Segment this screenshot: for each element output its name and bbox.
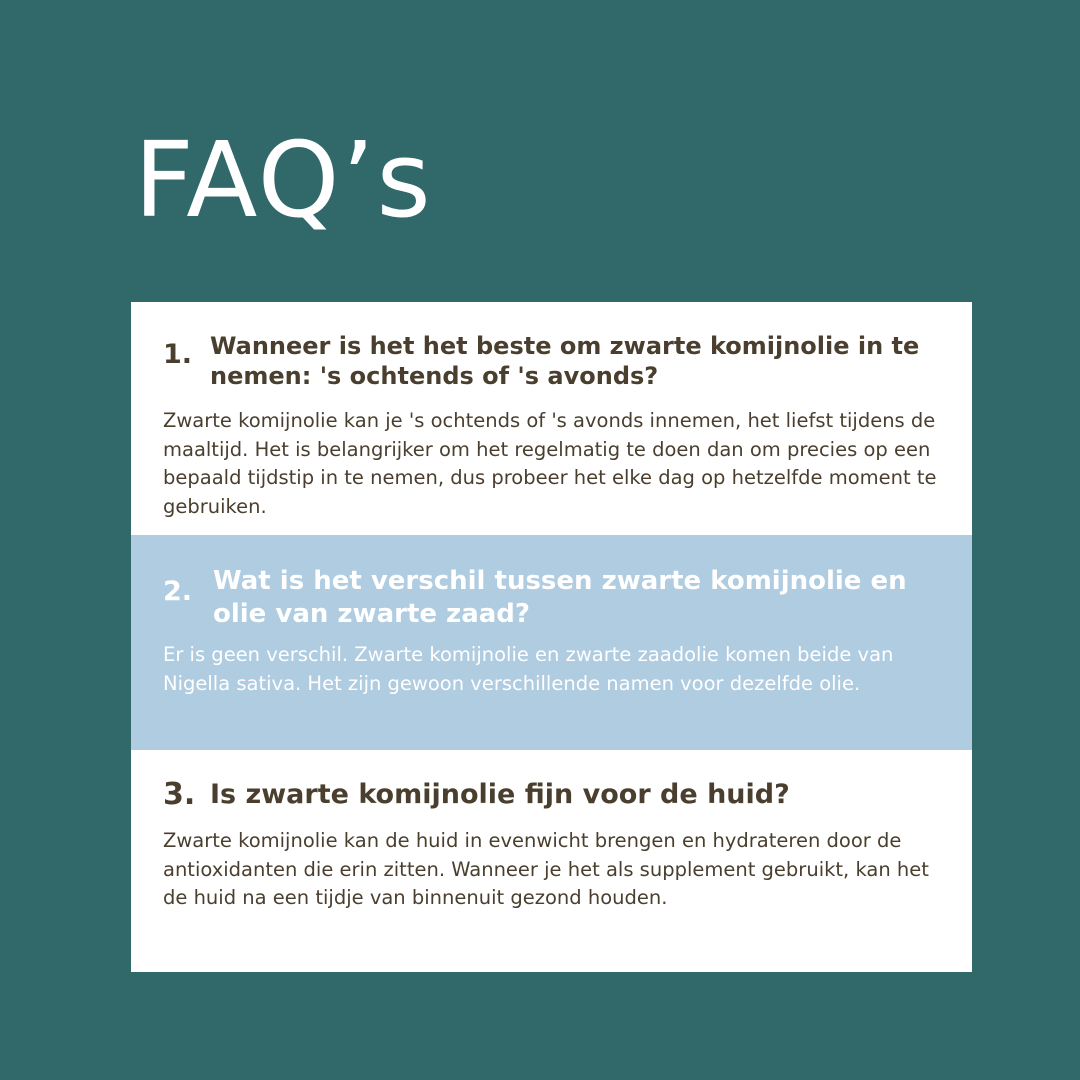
faq-question: Wanneer is het het beste om zwarte komijnolie in te nemen: 's ochtends of 's avonds?: [210, 332, 920, 390]
faq-number: 2.: [163, 576, 193, 607]
page-title: FAQ’s: [134, 119, 433, 241]
faq-answer: Er is geen verschil. Zwarte komijnolie en zwarte zaadolie komen beide van Nigella sativa. Het zijn gewoon verschillende namen voor dezelfde olie.: [163, 643, 894, 695]
faq-card: [131, 302, 972, 972]
faq-answer: Zwarte komijnolie kan de huid in evenwicht brengen en hydrateren door de antioxidanten die erin zitten. Wanneer je het als supplement gebruikt, kan het de huid na een tijdje van binnenuit gezond houden.: [163, 829, 929, 909]
faq-number: 3.: [163, 777, 196, 812]
faq-item-2: [131, 535, 972, 750]
faq-answer: Zwarte komijnolie kan je 's ochtends of 's avonds innemen, het liefst tijdens de maaltijd. Het is belangrijker om het regelmatig te doen dan om precies op een bepaald tijdstip in te nemen, dus probeer het elke dag op hetzelfde moment te gebruiken.: [163, 409, 937, 518]
faq-question: Wat is het verschil tussen zwarte komijnolie en olie van zwarte zaad?: [213, 566, 907, 629]
faq-number: 1.: [163, 339, 193, 370]
faq-item-3: [131, 750, 972, 972]
faq-question: Is zwarte komijnolie fijn voor de huid?: [210, 779, 790, 810]
faq-item-1: [131, 302, 972, 535]
